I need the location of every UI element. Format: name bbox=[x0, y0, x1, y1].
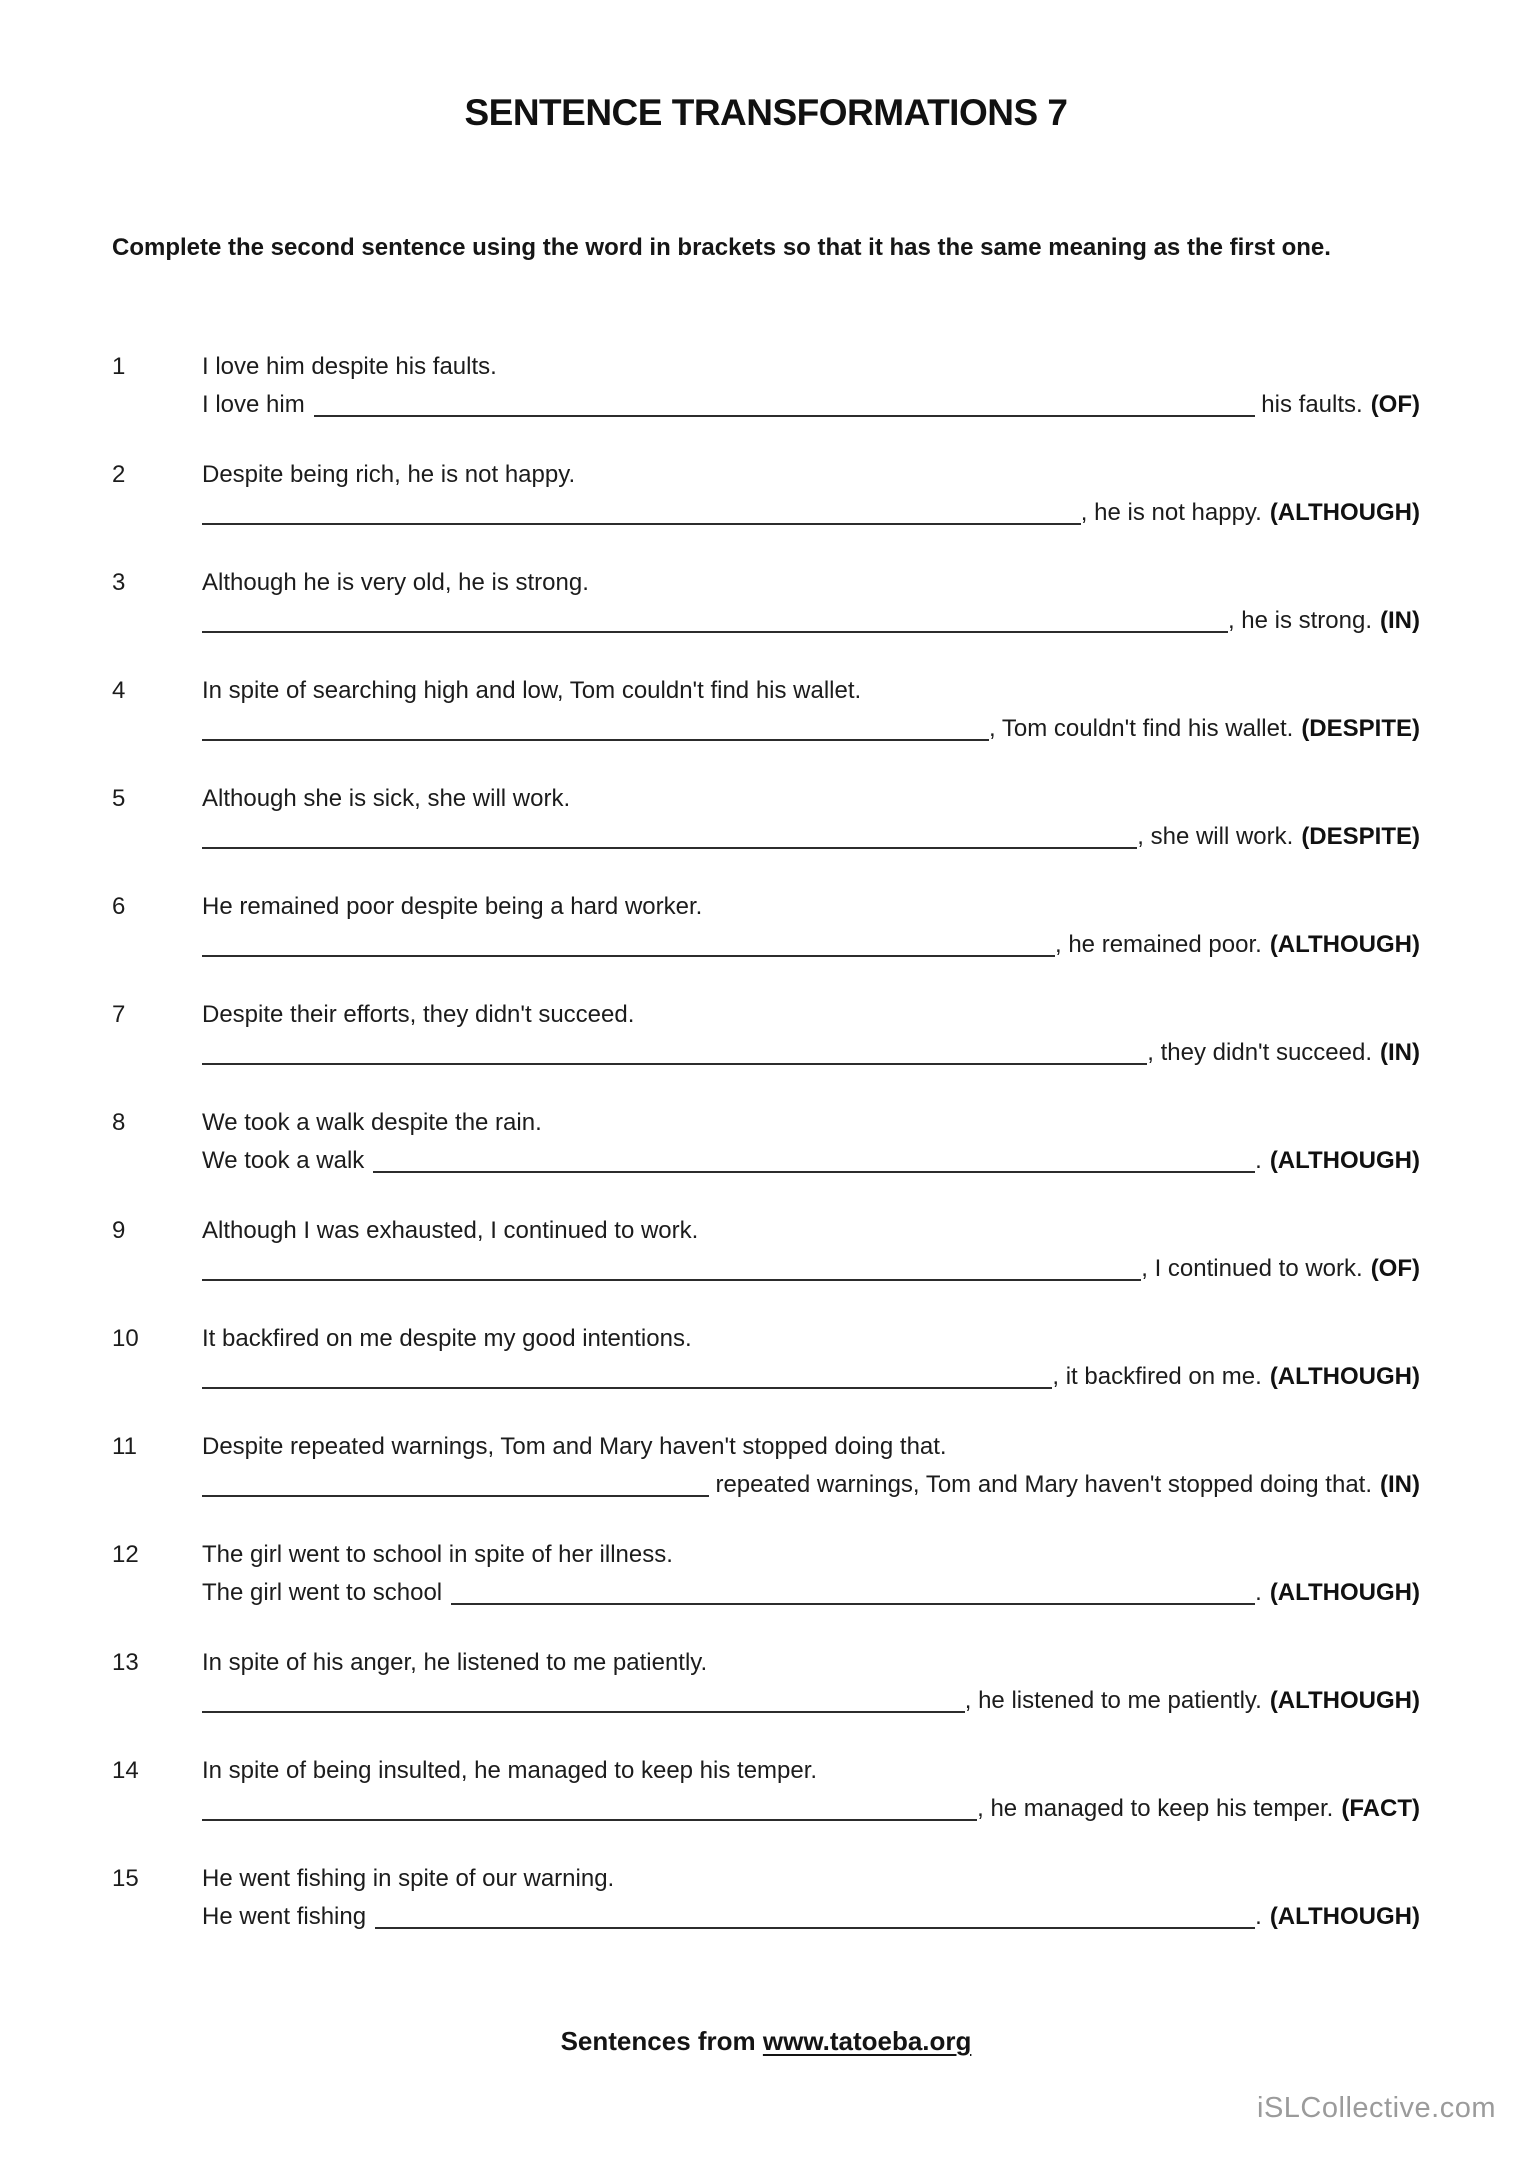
item-number: 6 bbox=[112, 893, 126, 920]
exercise-item bbox=[112, 780, 1420, 856]
exercise-item bbox=[112, 348, 1420, 424]
exercise-item bbox=[112, 996, 1420, 1072]
source-sentence: I love him despite his faults. bbox=[202, 353, 497, 380]
answer-suffix: his faults. bbox=[1254, 391, 1363, 418]
source-sentence: He remained poor despite being a hard worker. bbox=[202, 893, 703, 920]
exercise-item bbox=[112, 1320, 1420, 1396]
exercise-item bbox=[112, 1104, 1420, 1180]
keyword-label: (DESPITE) bbox=[1301, 823, 1420, 850]
answer-blank bbox=[314, 386, 1255, 417]
answer-line bbox=[202, 710, 1420, 748]
answer-blank bbox=[202, 926, 1055, 957]
keyword-label: (OF) bbox=[1370, 391, 1420, 418]
answer-line bbox=[202, 602, 1420, 640]
answer-blank bbox=[202, 1790, 977, 1821]
answer-suffix: , she will work. bbox=[1137, 823, 1294, 850]
answer-blank bbox=[202, 1682, 965, 1713]
answer-blank bbox=[202, 494, 1081, 525]
footer-text: Sentences from bbox=[560, 2026, 763, 2056]
keyword-label: (ALTHOUGH) bbox=[1269, 1687, 1420, 1714]
item-number: 1 bbox=[112, 353, 126, 380]
answer-line bbox=[202, 1142, 1420, 1180]
keyword-label: (FACT) bbox=[1341, 1795, 1420, 1822]
answer-line bbox=[202, 1682, 1420, 1720]
source-sentence: Despite their efforts, they didn't succeed. bbox=[202, 1001, 635, 1028]
answer-line bbox=[202, 1898, 1420, 1936]
exercise-item bbox=[112, 456, 1420, 532]
answer-line bbox=[202, 1574, 1420, 1612]
islcollective-watermark: iSLCollective.com bbox=[1257, 2092, 1496, 2124]
exercise-item bbox=[112, 1212, 1420, 1288]
item-number: 11 bbox=[112, 1433, 137, 1460]
answer-line bbox=[202, 1034, 1420, 1072]
keyword-label: (IN) bbox=[1380, 1039, 1420, 1066]
exercise-item bbox=[112, 1752, 1420, 1828]
keyword-label: (IN) bbox=[1380, 1471, 1420, 1498]
answer-suffix: , he managed to keep his temper. bbox=[977, 1795, 1334, 1822]
source-sentence: Although he is very old, he is strong. bbox=[202, 569, 589, 596]
item-number: 10 bbox=[112, 1325, 139, 1352]
answer-prefix: I love him bbox=[202, 391, 305, 418]
item-number: 5 bbox=[112, 785, 126, 812]
answer-blank bbox=[202, 1250, 1141, 1281]
answer-suffix: . bbox=[1255, 1147, 1262, 1174]
source-sentence: In spite of searching high and low, Tom couldn't find his wallet. bbox=[202, 677, 862, 704]
keyword-label: (ALTHOUGH) bbox=[1269, 931, 1420, 958]
keyword-label: (ALTHOUGH) bbox=[1269, 1579, 1420, 1606]
answer-prefix: We took a walk bbox=[202, 1147, 365, 1174]
source-sentence: Although she is sick, she will work. bbox=[202, 785, 571, 812]
answer-blank bbox=[375, 1898, 1255, 1929]
answer-blank bbox=[202, 1466, 709, 1497]
answer-blank bbox=[202, 710, 989, 741]
item-number: 7 bbox=[112, 1001, 126, 1028]
keyword-label: (IN) bbox=[1380, 607, 1420, 634]
answer-suffix: , he remained poor. bbox=[1055, 931, 1262, 958]
tatoeba-link[interactable]: www.tatoeba.org bbox=[762, 2026, 972, 2056]
answer-line bbox=[202, 1790, 1420, 1828]
page-title: SENTENCE TRANSFORMATIONS 7 bbox=[464, 92, 1068, 133]
source-sentence: It backfired on me despite my good intentions. bbox=[202, 1325, 692, 1352]
answer-line bbox=[202, 818, 1420, 856]
source-sentence: He went fishing in spite of our warning. bbox=[202, 1865, 615, 1892]
keyword-label: (ALTHOUGH) bbox=[1269, 499, 1420, 526]
answer-blank bbox=[202, 1034, 1147, 1065]
answer-line bbox=[202, 1358, 1420, 1396]
footer bbox=[112, 2022, 1420, 2060]
item-number: 13 bbox=[112, 1649, 139, 1676]
source-sentence: Although I was exhausted, I continued to work. bbox=[202, 1217, 699, 1244]
exercise-item bbox=[112, 1428, 1420, 1504]
source-sentence: Despite repeated warnings, Tom and Mary haven't stopped doing that. bbox=[202, 1433, 947, 1460]
keyword-label: (ALTHOUGH) bbox=[1269, 1903, 1420, 1930]
worksheet-items bbox=[112, 348, 1420, 1936]
answer-blank bbox=[202, 1358, 1052, 1389]
source-sentence: In spite of his anger, he listened to me patiently. bbox=[202, 1649, 708, 1676]
answer-blank bbox=[202, 818, 1137, 849]
answer-blank bbox=[202, 602, 1228, 633]
item-number: 4 bbox=[112, 677, 126, 704]
answer-suffix: , it backfired on me. bbox=[1052, 1363, 1262, 1390]
answer-suffix: . bbox=[1255, 1903, 1262, 1930]
item-number: 14 bbox=[112, 1757, 139, 1784]
keyword-label: (DESPITE) bbox=[1301, 715, 1420, 742]
answer-suffix: , they didn't succeed. bbox=[1147, 1039, 1373, 1066]
exercise-item bbox=[112, 1536, 1420, 1612]
keyword-label: (OF) bbox=[1370, 1255, 1420, 1282]
keyword-label: (ALTHOUGH) bbox=[1269, 1363, 1420, 1390]
answer-line bbox=[202, 494, 1420, 532]
item-number: 8 bbox=[112, 1109, 126, 1136]
exercise-item bbox=[112, 1860, 1420, 1936]
answer-blank bbox=[373, 1142, 1255, 1173]
answer-suffix: , I continued to work. bbox=[1141, 1255, 1363, 1282]
exercise-item bbox=[112, 564, 1420, 640]
exercise-item bbox=[112, 888, 1420, 964]
answer-line bbox=[202, 926, 1420, 964]
answer-prefix: He went fishing bbox=[202, 1903, 367, 1930]
source-sentence: Despite being rich, he is not happy. bbox=[202, 461, 576, 488]
answer-suffix: , he listened to me patiently. bbox=[964, 1687, 1262, 1714]
instruction-text: Complete the second sentence using the word in brackets so that it has the same meaning as the first one. bbox=[112, 234, 1331, 261]
item-number: 3 bbox=[112, 569, 126, 596]
answer-suffix: , Tom couldn't find his wallet. bbox=[989, 715, 1294, 742]
answer-suffix: repeated warnings, Tom and Mary haven't stopped doing that. bbox=[708, 1471, 1373, 1498]
exercise-item bbox=[112, 1644, 1420, 1720]
item-number: 9 bbox=[112, 1217, 126, 1244]
source-sentence: The girl went to school in spite of her illness. bbox=[202, 1541, 673, 1568]
item-number: 15 bbox=[112, 1865, 139, 1892]
item-number: 2 bbox=[112, 461, 126, 488]
exercise-item bbox=[112, 672, 1420, 748]
answer-line bbox=[202, 386, 1420, 424]
item-number: 12 bbox=[112, 1541, 139, 1568]
source-sentence: We took a walk despite the rain. bbox=[202, 1109, 542, 1136]
answer-suffix: . bbox=[1255, 1579, 1262, 1606]
answer-suffix: , he is strong. bbox=[1227, 607, 1373, 634]
keyword-label: (ALTHOUGH) bbox=[1269, 1147, 1420, 1174]
answer-line bbox=[202, 1466, 1420, 1504]
source-sentence: In spite of being insulted, he managed to keep his temper. bbox=[202, 1757, 818, 1784]
answer-suffix: , he is not happy. bbox=[1080, 499, 1262, 526]
answer-prefix: The girl went to school bbox=[202, 1579, 443, 1606]
answer-line bbox=[202, 1250, 1420, 1288]
answer-blank bbox=[451, 1574, 1255, 1605]
